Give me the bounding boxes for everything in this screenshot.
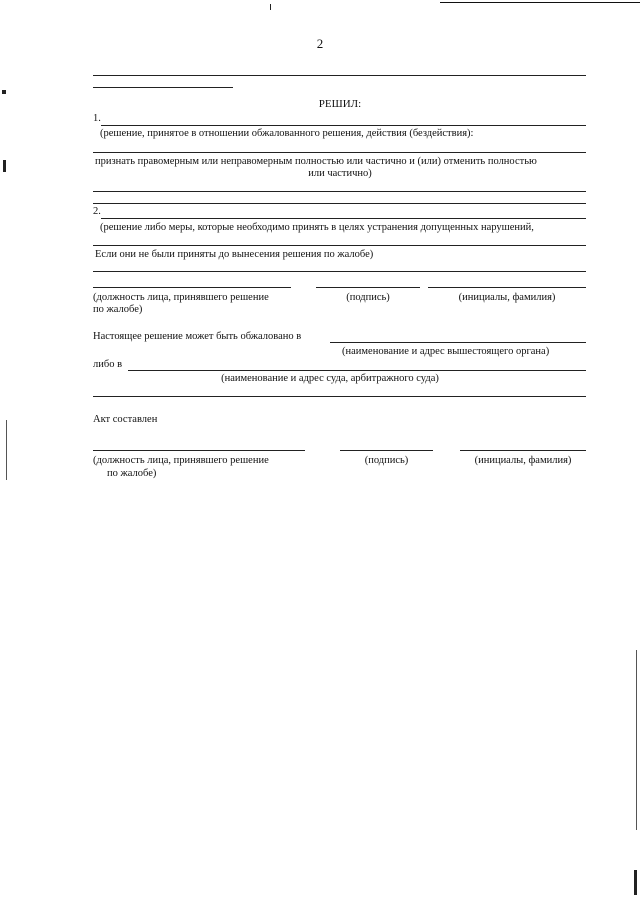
act-text: Акт составлен [93, 414, 158, 425]
item2-line2 [93, 245, 586, 246]
right-edge-line [636, 650, 637, 830]
item2-text: Если они не были приняты до вынесения решения по жалобе) [95, 249, 374, 260]
sign2-signature-caption: (подпись) [364, 455, 409, 466]
item1-number: 1. [93, 113, 101, 124]
item1-line2 [93, 152, 586, 153]
sign1-position-line [93, 287, 291, 288]
item1-line3 [93, 191, 586, 192]
item1-text-line2: или частично) [308, 168, 372, 179]
sign2-position-line [93, 450, 305, 451]
court-line2 [93, 396, 586, 397]
top-line [93, 75, 586, 76]
top-edge-mark [440, 2, 640, 3]
top-line-short [93, 87, 233, 88]
appeal-line [330, 342, 586, 343]
sign2-position-caption-line2: по жалобе) [107, 468, 157, 479]
sign2-name-line [460, 450, 586, 451]
sign1-signature-line [316, 287, 420, 288]
appeal-caption: (наименование и адрес вышестоящего органа) [342, 346, 550, 357]
sign1-name-line [428, 287, 586, 288]
right-edge-mark [634, 870, 637, 895]
court-line [128, 370, 586, 371]
item2-caption: (решение либо меры, которые необходимо принять в целях устранения допущенных нарушений, [100, 222, 534, 233]
appeal-text: Настоящее решение может быть обжаловано в [93, 331, 302, 342]
left-edge-line [6, 420, 7, 480]
item1-line4 [93, 203, 586, 204]
sign1-signature-caption: (подпись) [346, 292, 390, 303]
item2-line [101, 218, 586, 219]
item2-line3 [93, 271, 586, 272]
heading-resolved: РЕШИЛ: [318, 98, 362, 110]
sign1-position-caption-line2: по жалобе) [93, 304, 143, 315]
sign2-signature-line [340, 450, 433, 451]
sign2-position-caption: (должность лица, принявшего решение [93, 455, 269, 466]
or-text: либо в [93, 359, 123, 370]
sign1-name-caption: (инициалы, фамилия) [458, 292, 556, 303]
sign2-name-caption: (инициалы, фамилия) [474, 455, 572, 466]
left-edge-mark [3, 160, 6, 172]
page-number: 2 [316, 36, 324, 51]
court-caption: (наименование и адрес суда, арбитражного суда) [221, 373, 439, 384]
tick-mark [270, 4, 271, 10]
item1-text-line1: признать правомерным или неправомерным полностью или частично и (или) отменить полностью [95, 156, 537, 167]
sign1-position-caption: (должность лица, принявшего решение [93, 292, 269, 303]
left-edge-mark [2, 90, 6, 94]
item2-number: 2. [93, 206, 101, 217]
item1-line [101, 125, 586, 126]
item1-caption: (решение, принятое в отношении обжалованного решения, действия (бездействия): [100, 128, 474, 139]
